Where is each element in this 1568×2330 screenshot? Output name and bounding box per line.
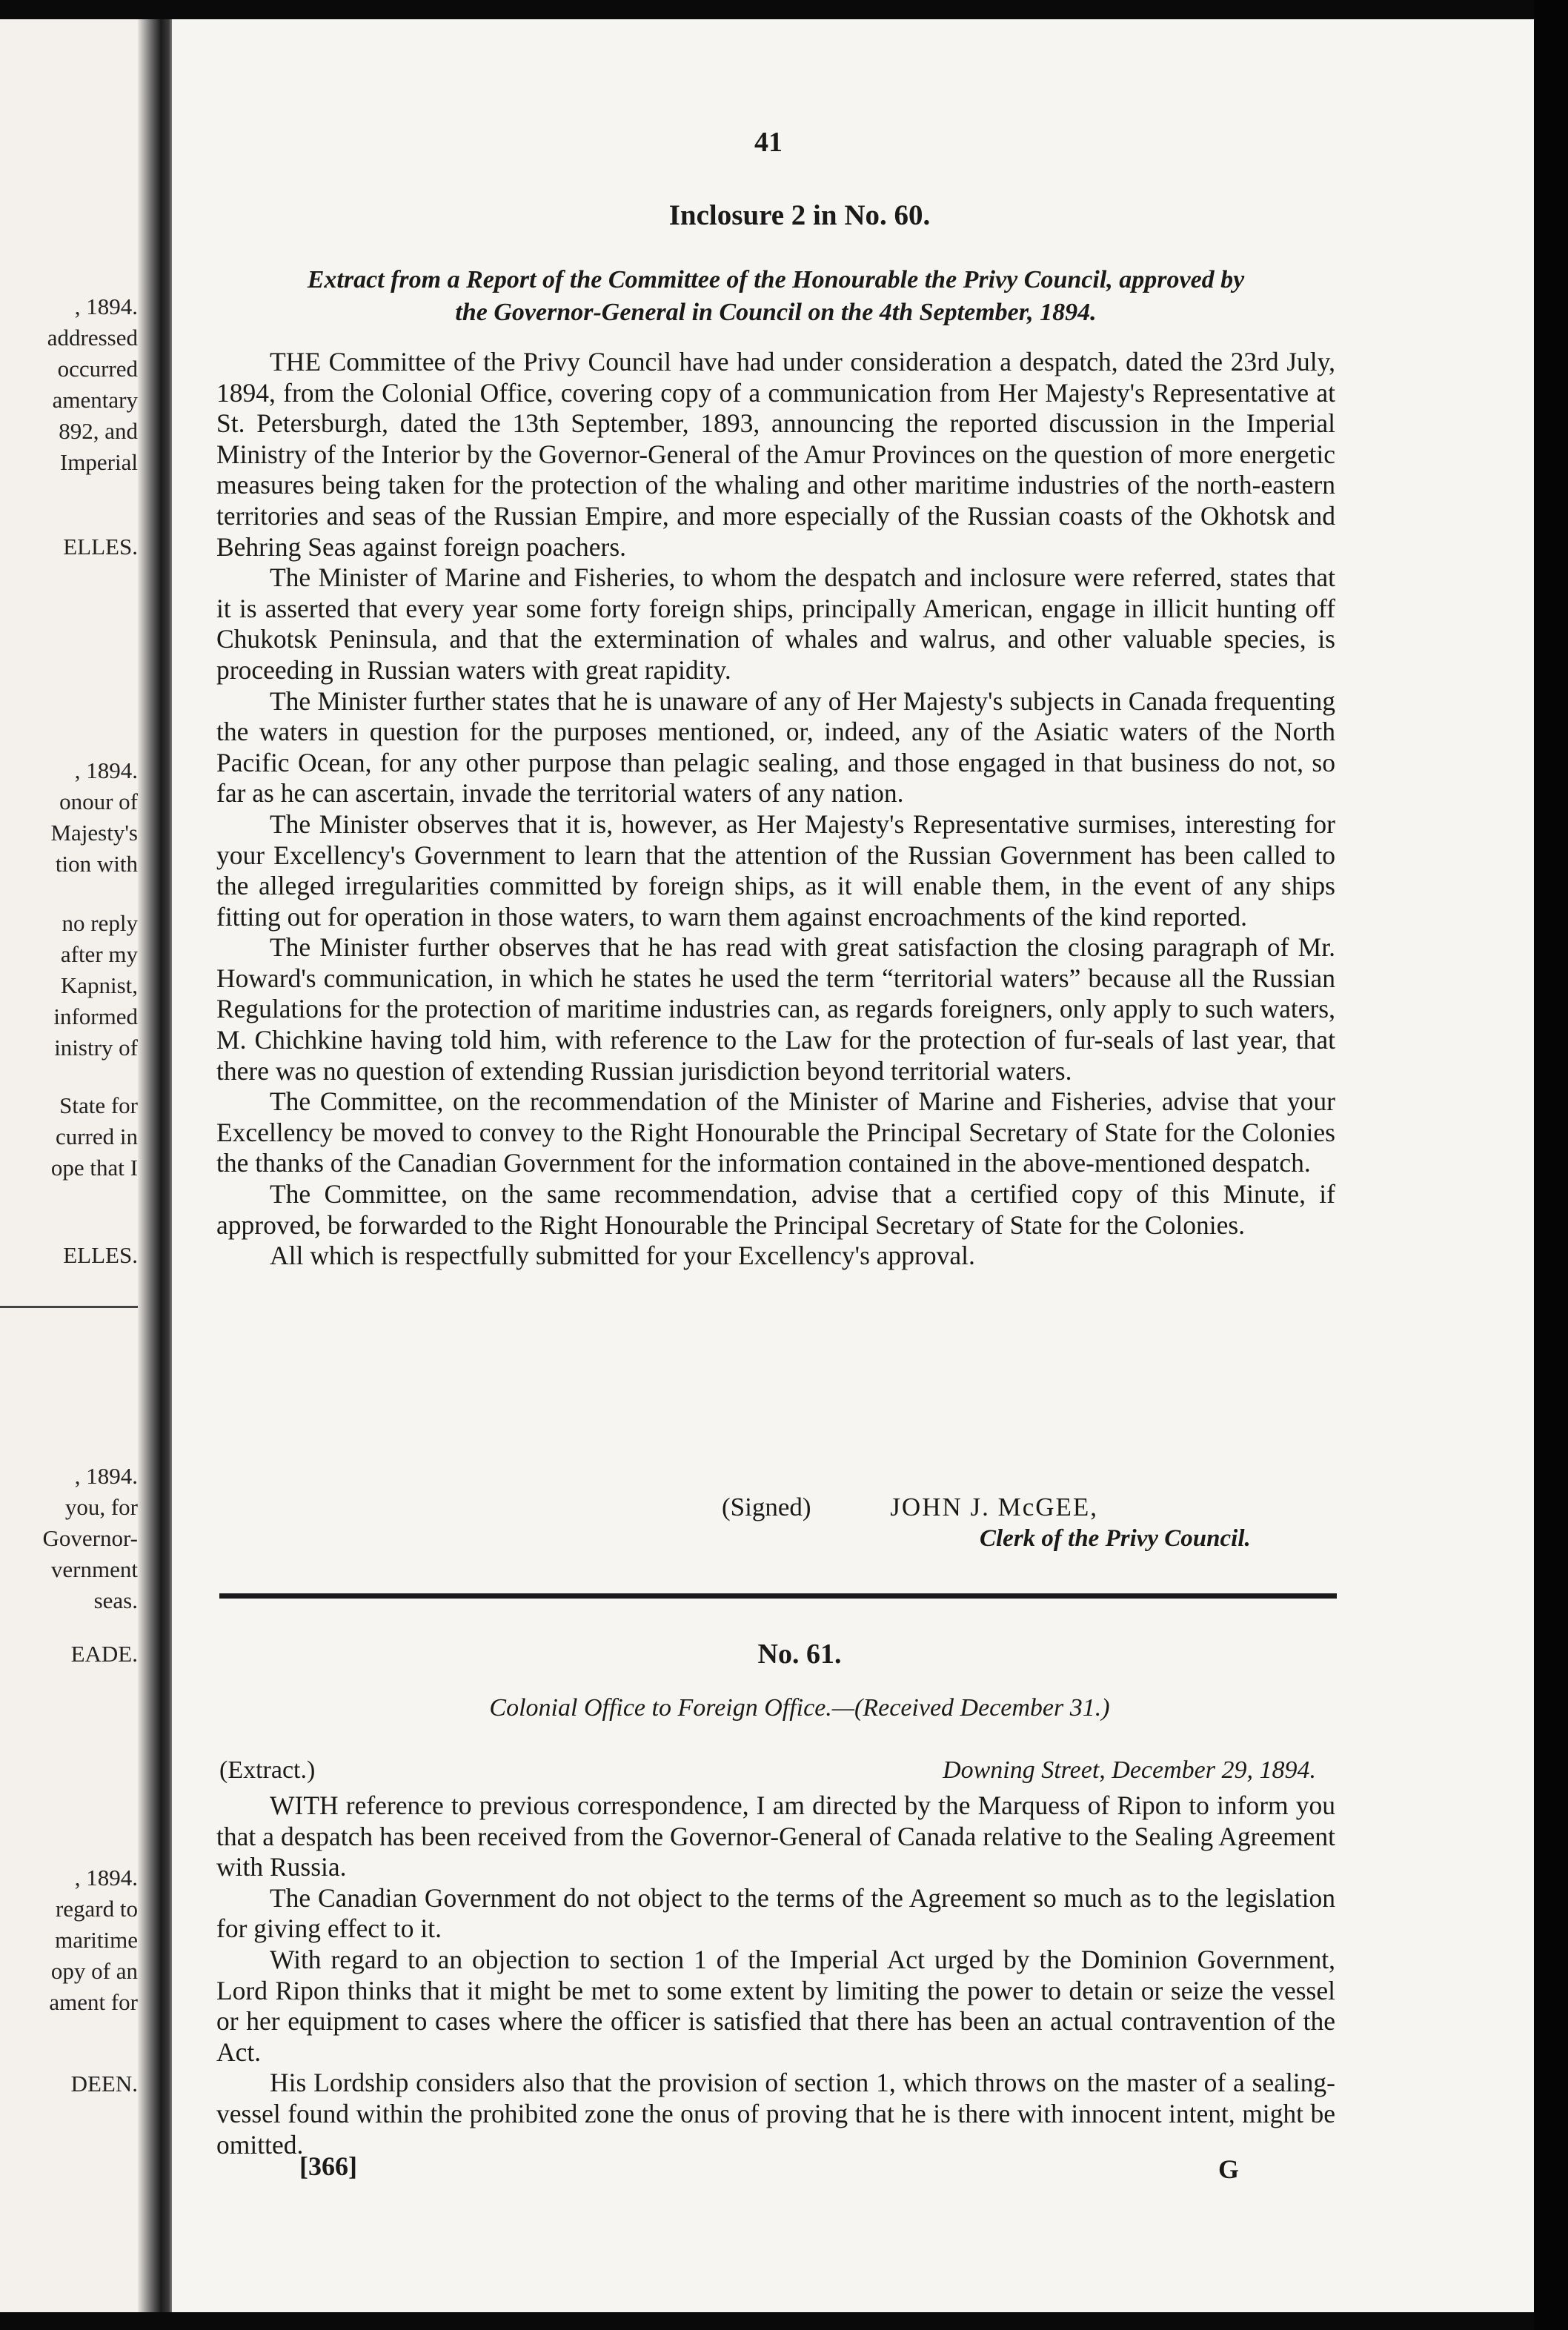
report-body — [216, 347, 1335, 1272]
facing-line: amentary — [52, 387, 138, 413]
facing-line: State for — [59, 1092, 138, 1118]
document-number-heading: No. 61. — [757, 1639, 842, 1670]
facing-line: , 1894. — [74, 1463, 138, 1489]
facing-page-text — [0, 0, 144, 2330]
facing-line: DEEN. — [70, 2071, 138, 2097]
signer-name: JOHN J. McGEE, — [890, 1493, 1099, 1521]
paragraph: The Minister of Marine and Fisheries, to whom the despatch and inclosure were referred, states that it is asserted that every year some forty foreign ships, principally American, engage in illicit hunting off Chukotsk Peninsula, and that the extermination of whales and walrus, and other valuable species, is proceeding in Russian waters with great rapidity. — [216, 562, 1335, 685]
facing-line: opy of an — [50, 1958, 138, 1984]
facing-line: seas. — [93, 1587, 138, 1613]
paragraph: The Minister further observes that he has read with great satisfaction the closing paragraph of Mr. Howard's communication, in which he states he used the term “territorial waters” because all the Russian Regulations for the protection of maritime industries can, as regards foreigners, only apply to such waters, M. Chichkine having told him, with reference to the Law for the protection of fur-seals of last year, that there was no question of extending Russian jurisdiction beyond territorial waters. — [216, 932, 1335, 1086]
facing-line: Imperial — [59, 449, 138, 475]
facing-line: , 1894. — [74, 1865, 138, 1891]
paragraph: The Committee, on the same recommendation, advise that a certified copy of this Minute, if approved, be forwarded to the Right Honourable the Principal Secretary of State for the Colonies. — [216, 1179, 1335, 1240]
paragraph: THE Committee of the Privy Council have had under consideration a despatch, dated the 23rd July, 1894, from the Colonial Office, covering copy of a communication from Her Majesty's Representative at St. Petersburgh, dated the 13th September, 1893, announcing the reported discussion in the Imperial Ministry of the Interior by the Governor-General of the Amur Provinces on the question of more energetic measures being taken for the protection of the whaling and other maritime industries of the north-eastern territories and seas of the Russian Empire, and more especially of the Russian coasts of the Okhotsk and Behring Seas against foreign poachers. — [216, 347, 1335, 562]
facing-line: ope that I — [50, 1155, 138, 1181]
facing-line: , 1894. — [74, 293, 138, 319]
extract-title-line: the Governor-General in Council on the 4th September, 1894. — [455, 299, 1097, 326]
signer-title: Clerk of the Privy Council. — [980, 1525, 1251, 1552]
facing-line: ELLES. — [63, 534, 138, 560]
letter-body — [216, 1790, 1335, 2160]
paragraph: The Committee, on the recommendation of the Minister of Marine and Fisheries, advise that your Excellency be moved to convey to the Right Honourable the Principal Secretary of State for the Colonies the thanks of the Canadian Government for the information contained in the above-mentioned despatch. — [216, 1086, 1335, 1178]
enclosure-title: Inclosure 2 in No. 60. — [668, 199, 931, 231]
facing-line: , 1894. — [74, 757, 138, 783]
paragraph: With regard to an objection to section 1 of the Imperial Act urged by the Dominion Government, Lord Ripon thinks that it might be met to some extent by limiting the power to detain or seize the vessel or her equipment to cases where the officer is satisfied that there has been an actual contravention of the Act. — [216, 1944, 1335, 2067]
document-subtitle: Colonial Office to Foreign Office.—(Received December 31.) — [489, 1694, 1110, 1722]
facing-line: curred in — [55, 1123, 138, 1149]
facing-line: maritime — [55, 1927, 138, 1953]
paragraph: WITH reference to previous correspondence, I am directed by the Marquess of Ripon to inform you that a despatch has been received from the Governor-General of Canada relative to the Sealing Agreement with Russia. — [216, 1790, 1335, 1882]
facing-line: Kapnist, — [60, 972, 138, 998]
print-number: [366] — [299, 2151, 357, 2181]
facing-line: regard to — [55, 1896, 138, 1922]
section-divider — [219, 1593, 1337, 1599]
signature-line — [722, 1493, 1098, 1522]
facing-line: Governor- — [42, 1525, 138, 1551]
facing-line: you, for — [64, 1494, 138, 1520]
page-number: 41 — [754, 127, 783, 158]
facing-line: 892, and — [59, 418, 138, 444]
extract-title-line: Extract from a Report of the Committee of the Honourable the Privy Council, approved by — [307, 266, 1245, 293]
facing-line: ELLES. — [63, 1242, 138, 1268]
facing-line: vernment — [50, 1556, 138, 1582]
paragraph: All which is respectfully submitted for your Excellency's approval. — [270, 1241, 975, 1271]
facing-line: no reply — [62, 910, 138, 936]
facing-line: informed — [53, 1003, 138, 1029]
facing-line: EADE. — [70, 1641, 138, 1667]
facing-rule — [0, 1306, 141, 1308]
signature-mark: G — [1218, 2154, 1240, 2184]
letter-date: Downing Street, December 29, 1894. — [943, 1756, 1316, 1784]
signed-label: (Signed) — [722, 1493, 811, 1521]
facing-line: inistry of — [54, 1035, 138, 1061]
paragraph: The Canadian Government do not object to the terms of the Agreement so much as to the legislation for giving effect to it. — [216, 1882, 1335, 1944]
facing-line: after my — [60, 941, 138, 967]
extract-label: (Extract.) — [219, 1756, 316, 1784]
facing-line: tion with — [55, 851, 138, 877]
facing-line: addressed — [47, 325, 138, 351]
paragraph: His Lordship considers also that the provision of section 1, which throws on the master of a sealing-vessel found within the prohibited zone the onus of proving that he is there with innocent intent, might be omitted. — [216, 2068, 1335, 2160]
extract-title — [216, 264, 1335, 329]
facing-line: onour of — [59, 789, 138, 814]
facing-line: ament for — [49, 1989, 138, 2015]
scan-border — [1534, 0, 1568, 2330]
book-gutter — [138, 19, 176, 2312]
facing-line: occurred — [57, 356, 138, 382]
paragraph: The Minister observes that it is, however, as Her Majesty's Representative surmises, interesting for your Excellency's Government to learn that the attention of the Russian Government has been called to the alleged irregularities committed by foreign ships, as it will enable them, in the event of any ships fitting out for operation in those waters, to warn them against encroachments of the kind reported. — [216, 809, 1335, 932]
paragraph: The Minister further states that he is unaware of any of Her Majesty's subjects in Canada frequenting the waters in question for the purposes mentioned, or, indeed, any of the Asiatic waters of the North Pacific Ocean, for any other purpose than pelagic sealing, and those engaged in that business do not, so far as he can ascertain, invade the territorial waters of any nation. — [216, 686, 1335, 809]
extract-header — [219, 1756, 1316, 1785]
facing-line: Majesty's — [50, 820, 138, 846]
